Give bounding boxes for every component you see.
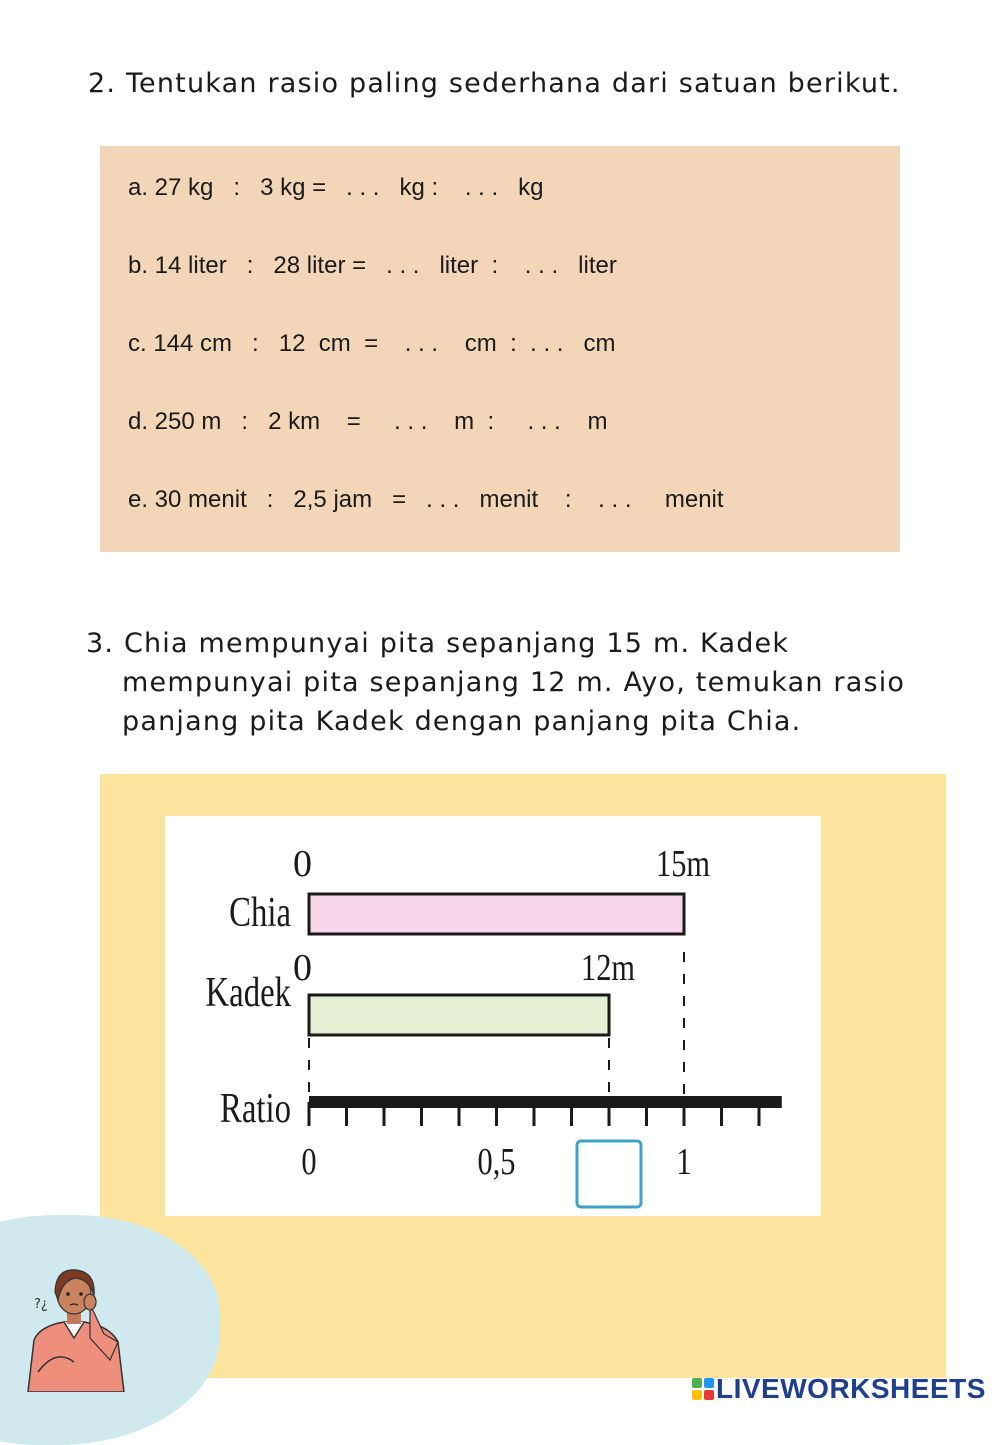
brand-logo-square [704, 1390, 714, 1400]
ratio-tick-label: 0,5 [477, 1140, 516, 1183]
ratio-chart [165, 816, 821, 1216]
thinking-person-icon [20, 1262, 140, 1392]
ratio-exercise-box [100, 146, 900, 552]
exercise-item-d: d. 250 m : 2 km = . . . m : . . . m [128, 408, 608, 435]
bar-chia [309, 894, 684, 934]
start-label-kadek: 0 [293, 947, 312, 989]
ratio-diagram [165, 816, 821, 1216]
ratio-axis-label: Ratio [220, 1085, 291, 1133]
ratio-answer-box [577, 1141, 641, 1207]
ratio-axis [309, 1096, 782, 1108]
question-3-text [86, 624, 916, 741]
end-label-chia: 15m [656, 842, 711, 885]
category-label-kadek: Kadek [205, 969, 291, 1017]
brand-logo-square [704, 1378, 714, 1388]
question-2-text: 2. Tentukan rasio paling sederhana dari satuan berikut. [88, 68, 901, 99]
category-label-chia: Chia [229, 889, 291, 937]
ratio-tick-label: 1 [676, 1140, 692, 1183]
liveworksheets-logo [692, 1372, 986, 1406]
question-3-line-2: mempunyai pita sepanjang 12 m. Ayo, temukan rasio [122, 667, 906, 698]
question-3-line-1: 3. Chia mempunyai pita sepanjang 15 m. Kadek [86, 628, 790, 659]
brand-name: LIVEWORKSHEETS [716, 1373, 986, 1404]
brand-logo-icon [692, 1378, 714, 1400]
exercise-item-e: e. 30 menit : 2,5 jam = . . . menit : . . . menit [128, 486, 724, 513]
brand-logo-square [692, 1378, 702, 1388]
exercise-item-a: a. 27 kg : 3 kg = . . . kg : . . . kg [128, 174, 544, 201]
bar-kadek [309, 995, 609, 1035]
start-label-chia: 0 [293, 843, 312, 885]
question-3-line-3: panjang pita Kadek dengan panjang pita Chia. [122, 706, 802, 737]
question-marks: ?¿ [34, 1297, 48, 1312]
brand-logo-square [692, 1390, 702, 1400]
exercise-item-c: c. 144 cm : 12 cm = . . . cm : . . . cm [128, 330, 616, 357]
end-label-kadek: 12m [581, 946, 636, 989]
ratio-tick-label: 0 [301, 1140, 317, 1183]
exercise-item-b: b. 14 liter : 28 liter = . . . liter : . . . liter [128, 252, 617, 279]
